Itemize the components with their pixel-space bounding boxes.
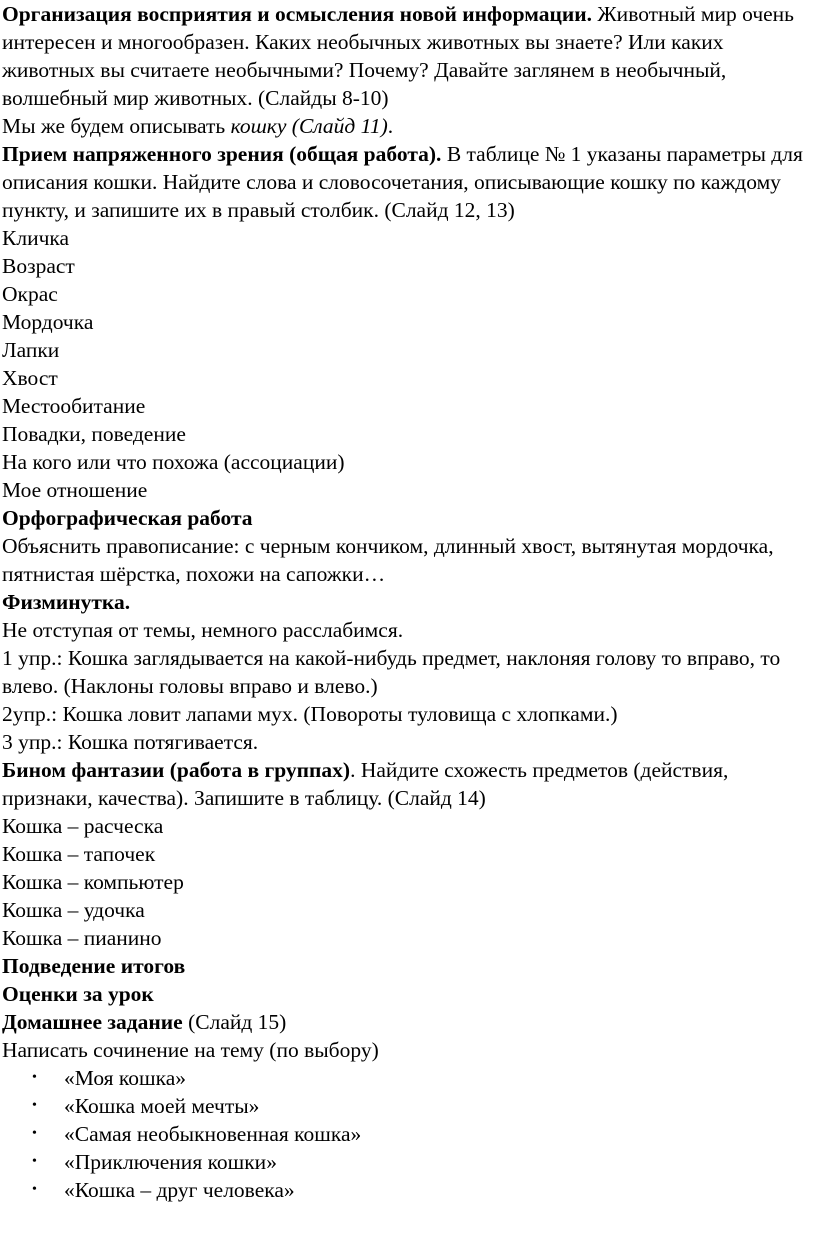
exercise-heading-text: Физминутка. — [2, 590, 131, 614]
homework-task: Написать сочинение на тему (по выбору) — [2, 1038, 379, 1062]
homework-topic-text: «Самая необыкновенная кошка» — [64, 1122, 362, 1146]
param-item: Местообитание — [2, 394, 146, 418]
binom-heading: Бином фантазии (работа в группах) — [2, 758, 351, 782]
binom-pair: Кошка – компьютер — [2, 870, 184, 894]
spelling-text: Объяснить правописание: с черным кончиком, длинный хвост, вытянутая мордочка, пятнистая шёрстка, похожи на сапожки… — [2, 534, 774, 586]
spelling-heading — [2, 504, 812, 532]
homework-topic-text: «Кошка моей мечты» — [64, 1094, 260, 1118]
describe-prefix: Мы же будем описывать — [2, 114, 231, 138]
bullet-icon: • — [32, 1154, 37, 1169]
homework-topic-list — [2, 1064, 812, 1204]
exercise-heading — [2, 588, 812, 616]
describe-italic: кошку (Слайд 11) — [230, 114, 388, 138]
spelling-heading-text: Орфографическая работа — [2, 506, 253, 530]
param-item: Лапки — [2, 338, 60, 362]
intro-text: Животный мир очень интересен и многообразен. Каких необычных животных вы знаете? Или каких животных вы считаете необычными? Почему? Давайте заглянем в необычный, волшебный мир животных. (Слайды 8-10) — [2, 2, 794, 110]
param-item: Хвост — [2, 366, 58, 390]
bullet-icon: • — [32, 1126, 37, 1141]
exercise-line: 3 упр.: Кошка потягивается. — [2, 730, 259, 754]
binom-pair: Кошка – удочка — [2, 898, 145, 922]
exercise-line: 1 упр.: Кошка заглядывается на какой-нибудь предмет, наклоняя голову то вправо, то влево. (Наклоны головы вправо и влево.) — [2, 646, 781, 698]
bullet-icon: • — [32, 1070, 37, 1085]
grades-heading — [2, 980, 812, 1008]
vision-paragraph — [2, 140, 812, 224]
binom-pair: Кошка – расческа — [2, 814, 164, 838]
homework-topic — [2, 1176, 812, 1204]
homework-topic — [2, 1120, 812, 1148]
binom-pair: Кошка – тапочек — [2, 842, 156, 866]
bullet-icon: • — [32, 1098, 37, 1113]
binom-paragraph — [2, 756, 812, 812]
binom-text: . Найдите схожесть предметов (действия, признаки, качества). Запишите в таблицу. (Слайд 14) — [2, 758, 729, 810]
param-item: Мордочка — [2, 310, 94, 334]
grades-heading-text: Оценки за урок — [2, 982, 154, 1006]
param-item: Возраст — [2, 254, 75, 278]
homework-topic-text: «Моя кошка» — [64, 1066, 187, 1090]
param-item: Кличка — [2, 226, 70, 250]
intro-heading: Организация восприятия и осмысления новой информации. — [2, 2, 593, 26]
exercise-line: Не отступая от темы, немного расслабимся. — [2, 618, 404, 642]
homework-topic — [2, 1092, 812, 1120]
vision-heading: Прием напряженного зрения (общая работа). — [2, 142, 442, 166]
homework-topic-text: «Приключения кошки» — [64, 1150, 277, 1174]
param-item: Окрас — [2, 282, 58, 306]
param-item: Повадки, поведение — [2, 422, 186, 446]
homework-slide: (Слайд 15) — [182, 1010, 287, 1034]
homework-paragraph — [2, 1008, 812, 1036]
homework-heading: Домашнее задание — [2, 1010, 183, 1034]
param-item: На кого или что похожа (ассоциации) — [2, 450, 345, 474]
summary-heading — [2, 952, 812, 980]
vision-text: В таблице № 1 указаны параметры для описания кошки. Найдите слова и словосочетания, описывающие кошку по каждому пункту, и запишите их в правый столбик. (Слайд 12, 13) — [2, 142, 803, 222]
exercise-line: 2упр.: Кошка ловит лапами мух. (Повороты туловища с хлопками.) — [2, 702, 618, 726]
homework-topic — [2, 1148, 812, 1176]
param-item: Мое отношение — [2, 478, 148, 502]
intro-paragraph — [2, 0, 812, 112]
describe-suffix: . — [387, 114, 394, 138]
describe-line — [2, 112, 812, 140]
bullet-icon: • — [32, 1182, 37, 1197]
homework-topic — [2, 1064, 812, 1092]
summary-heading-text: Подведение итогов — [2, 954, 186, 978]
binom-pair: Кошка – пианино — [2, 926, 162, 950]
homework-topic-text: «Кошка – друг человека» — [64, 1178, 295, 1202]
